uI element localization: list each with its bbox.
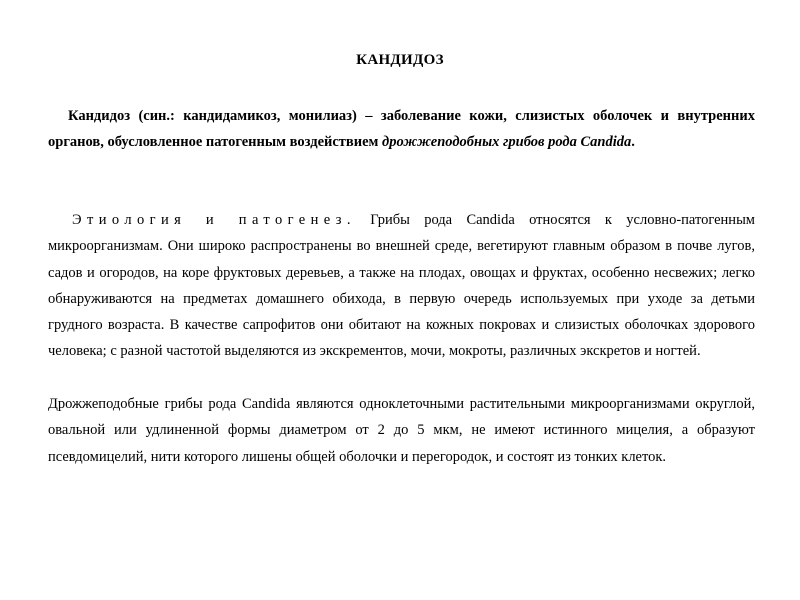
- definition-paragraph: [48, 103, 755, 156]
- etiology-paragraph: [48, 207, 755, 365]
- page-title: КАНДИДОЗ: [356, 52, 444, 68]
- etiology-heading: Этиология и патогенез.: [72, 212, 356, 228]
- definition-end: .: [631, 134, 635, 151]
- etiology-text: Грибы рода Candida относятся к условно-патогенным микроорганизмам. Они широко распространены во внешней среде, вегетируют главным образом в почве лугов, садов и огородов, на коре фруктовых деревьев, а также на плодах, овощах и фруктах, особенно несвежих; легко обнаруживаются на предметах домашнего обихода, в первую очередь используемых при уходе за детьми грудного возраста. В качестве сапрофитов они обитают на кожных покровах и слизистых оболочках здорового человека; с разной частотой выделяются из экскрементов, мочи, мокроты, различных экскретов и ногтей.: [48, 212, 755, 360]
- definition-text: Кандидоз (син.: кандидамикоз, монилиаз) – заболевание кожи, слизистых оболочек и внутренних органов, обусловленное патогенным воздействием: [48, 108, 755, 151]
- definition-italic-text: дрожжеподобных грибов рода Candida: [382, 134, 632, 151]
- morphology-paragraph: Дрожжеподобные грибы рода Candida являются одноклеточными растительными микроорганизмами округлой, овальной или удлиненной формы диаметром от 2 до 5 мкм, не имеют истинного мицелия, а образуют псевдомицелий, нити которого лишены общей оболочки и перегородок, и состоят из тонких клеток.: [48, 396, 755, 465]
